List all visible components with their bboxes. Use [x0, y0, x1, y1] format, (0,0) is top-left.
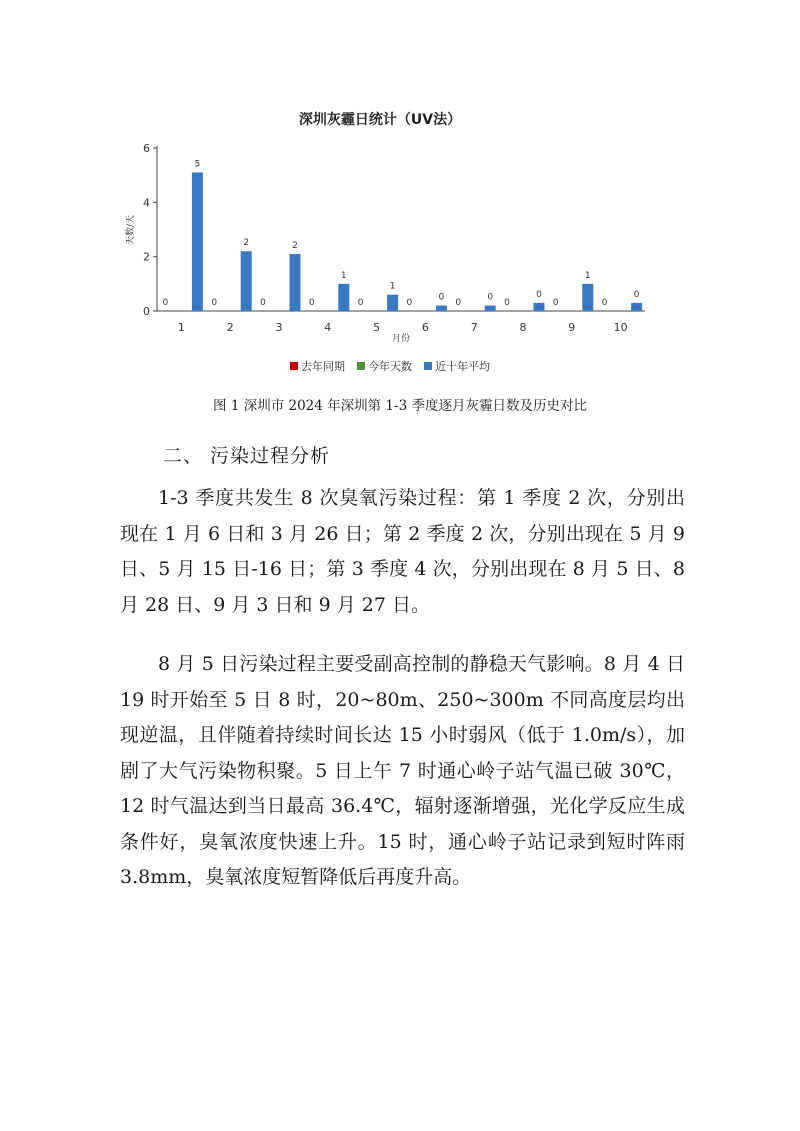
bar-3-1 [192, 172, 203, 311]
y-axis-label: 天数/天 [126, 214, 136, 246]
x-tick-label: 3 [275, 321, 283, 334]
paragraph-ozone-events: 1-3 季度共发生 8 次臭氧污染过程：第 1 季度 2 次，分别出现在 1 月 6 日和 3 月 26 日；第 2 季度 2 次，分别出现在 5 月 9 日、5 月 15 日-16 日；第 3 季度 4 次，分别出现在 8 月 5 日、8 月 28 日、9 月 3 日和 9 月 27 日。 [120, 487, 685, 616]
bar-3-9 [582, 284, 593, 311]
legend-swatch [290, 362, 298, 370]
x-tick-label: 1 [177, 321, 185, 334]
data-label: 0 [211, 298, 218, 308]
bar-3-5 [387, 295, 398, 311]
legend-swatch [424, 362, 432, 370]
data-label: 0 [438, 292, 445, 303]
data-label: 5 [194, 159, 201, 170]
plot-area [143, 142, 645, 334]
chart-title: 深圳灰霾日统计（UV法） [298, 112, 462, 128]
data-label: 0 [357, 298, 364, 308]
data-label: 0 [162, 298, 169, 308]
bar-3-7 [485, 306, 496, 311]
y-tick-label: 0 [143, 305, 150, 318]
data-label: 0 [487, 292, 494, 303]
x-axis-label: 月份 [391, 334, 411, 344]
data-label: 1 [389, 281, 396, 292]
haze-days-bar-chart [120, 100, 680, 400]
data-label: 0 [601, 298, 608, 308]
data-label: 0 [504, 298, 510, 308]
legend-label: 去年同期 [301, 360, 345, 373]
y-tick-label: 6 [143, 142, 150, 155]
y-tick-label: 4 [143, 196, 150, 210]
data-label: 2 [292, 240, 298, 251]
data-label: 0 [260, 298, 266, 308]
bar-3-8 [534, 303, 545, 311]
legend-label: 今年天数 [368, 360, 412, 373]
legend-swatch [357, 362, 365, 370]
x-tick-label: 2 [226, 321, 234, 334]
bar-3-10 [631, 303, 642, 311]
chart-legend [290, 359, 490, 373]
paragraph-aug5-analysis: 8 月 5 日污染过程主要受副高控制的静稳天气影响。8 月 4 日 19 时开始至 5 日 8 时，20~80m、250~300m 不同高度层均出现逆温，且伴随着持续时间长达 15 小时弱风（低于 1.0m/s），加剧了大气污染物积聚。5 日上午 7 时通心岭子站气温已破 30℃，12 时气温达到当日最高 36.4℃，辐射逐渐增强，光化学反应生成条件好，臭氧浓度快速上升。15 时，通心岭子站记录到短时阵雨 3.8mm，臭氧浓度短暂降低后再度升高。 [120, 653, 685, 888]
data-label: 1 [340, 270, 347, 281]
x-tick-label: 4 [324, 321, 332, 334]
data-label: 1 [584, 270, 591, 281]
data-label: 2 [243, 238, 250, 249]
x-tick-label: 6 [421, 321, 429, 334]
bar-3-6 [436, 306, 447, 311]
x-tick-label: 8 [519, 321, 527, 334]
x-tick-label: 5 [373, 321, 381, 334]
data-label: 0 [536, 289, 542, 300]
bar-3-3 [290, 254, 301, 311]
x-tick-label: 9 [568, 321, 576, 334]
x-tick-label: 10 [613, 321, 628, 334]
data-label: 0 [308, 298, 315, 308]
y-tick-label: 2 [143, 250, 150, 264]
data-label: 0 [455, 298, 462, 308]
x-tick-label: 7 [470, 321, 478, 334]
data-label: 0 [633, 289, 640, 300]
section-heading: 二、 污染过程分析 [163, 445, 331, 467]
bar-3-2 [241, 251, 252, 311]
bar-3-4 [338, 284, 349, 311]
legend-label: 近十年平均 [435, 360, 490, 373]
figure-caption: 图 1 深圳市 2024 年深圳第 1-3 季度逐月灰霾日数及历史对比 [213, 398, 587, 414]
data-label: 0 [552, 298, 559, 308]
data-label: 0 [406, 298, 413, 308]
